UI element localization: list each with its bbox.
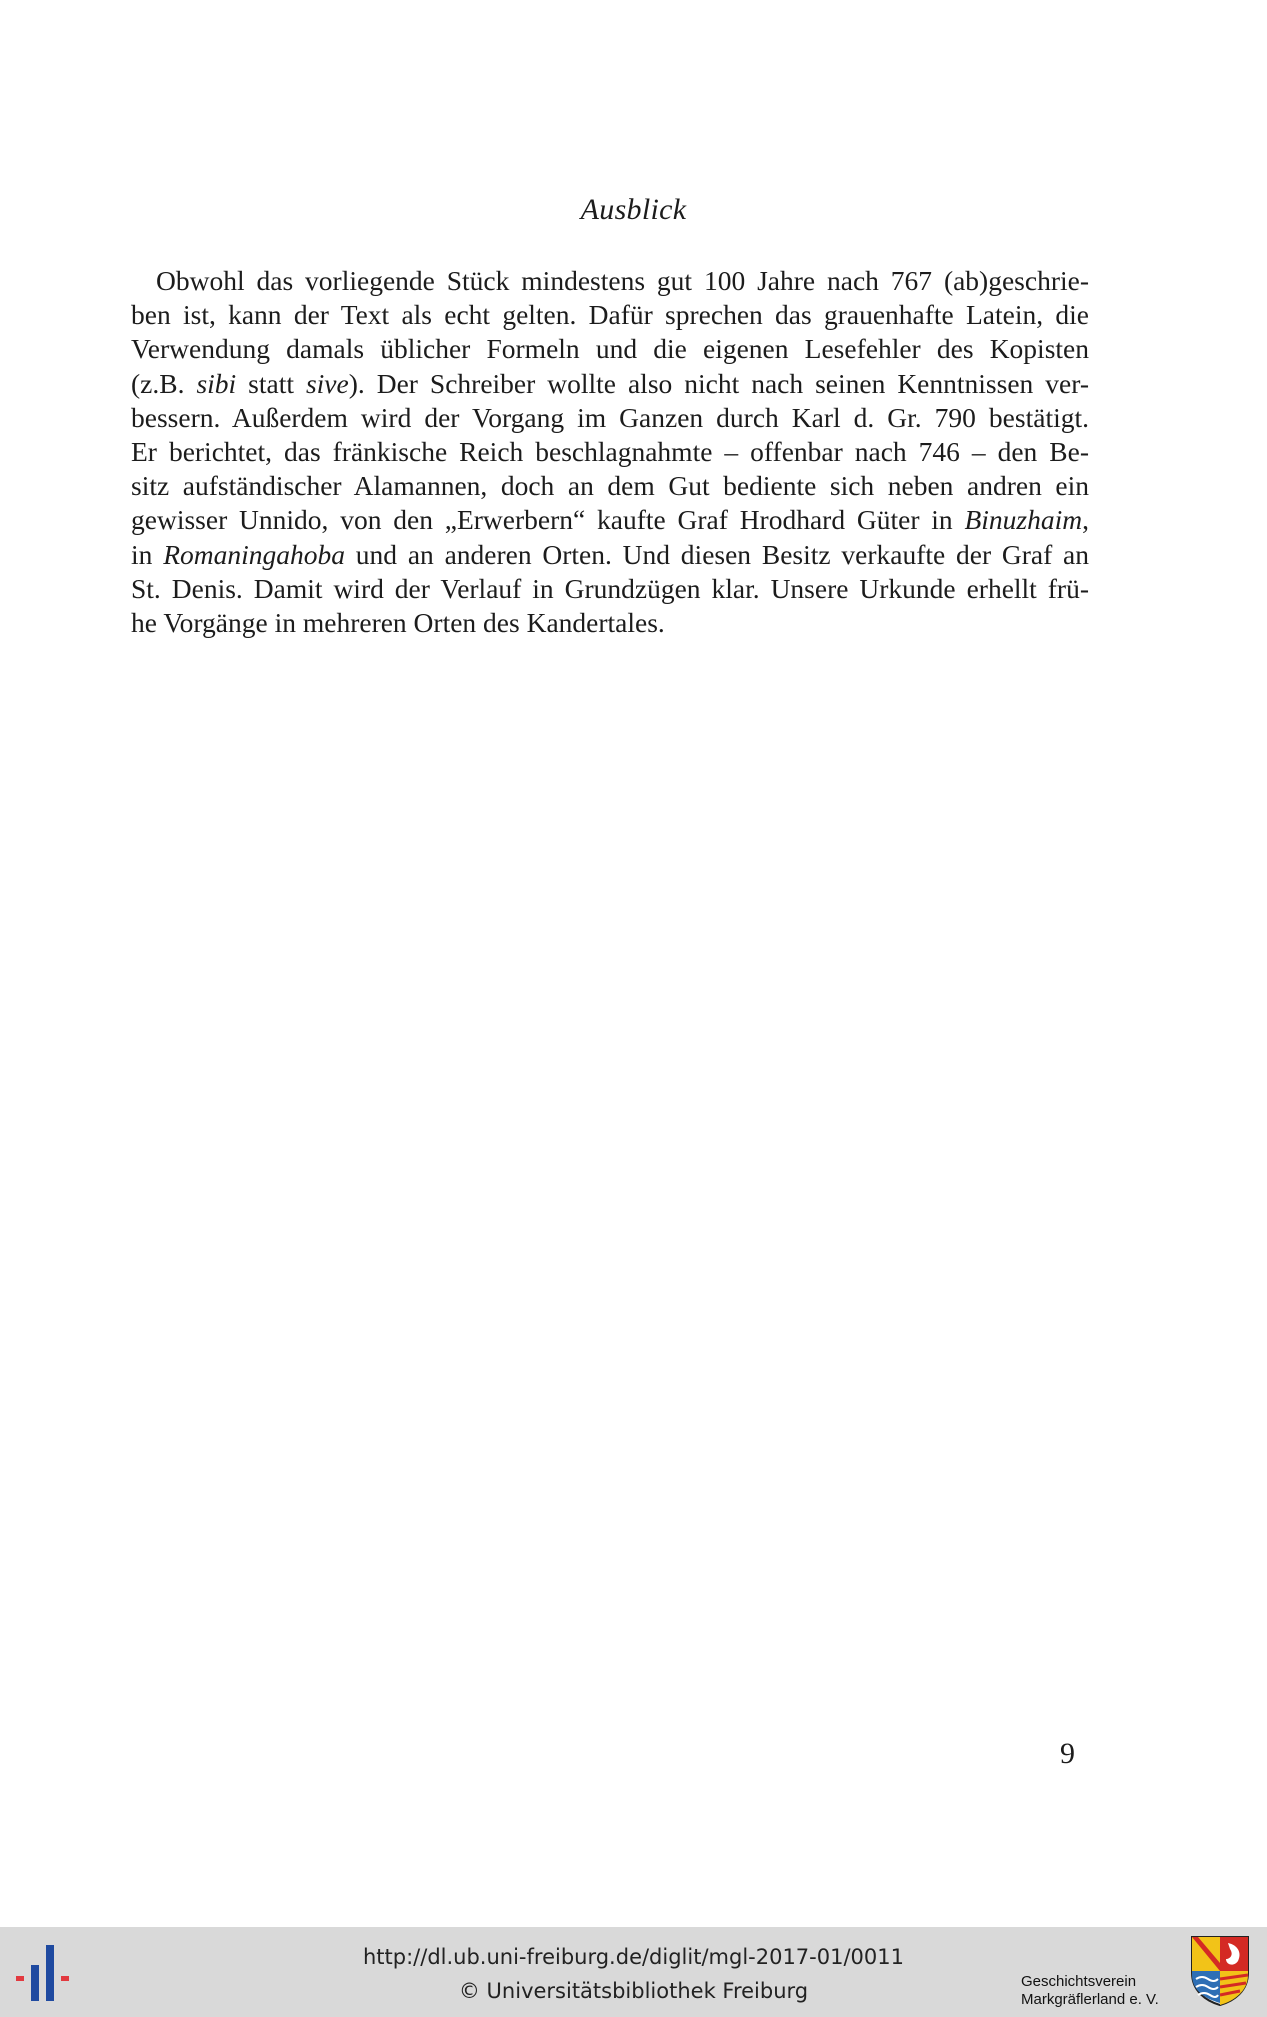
page-heading: Ausblick xyxy=(580,193,687,226)
italic-term: Romaningahoba xyxy=(163,538,345,570)
text-run: ben ist, kann der Text als echt gelten. Dafür sprechen das grauenhafte Latein, die xyxy=(131,299,1089,331)
paragraph-line xyxy=(131,367,1089,401)
paragraph-line xyxy=(131,469,1089,503)
footer-url-link[interactable]: http://dl.ub.uni-freiburg.de/diglit/mgl-2017-01/0011 xyxy=(362,1945,904,1969)
page-number: 9 xyxy=(1060,1737,1075,1770)
italic-term: sibi xyxy=(196,367,237,399)
paragraph-line xyxy=(131,538,1089,572)
text-run: ). Der Schreiber wollte also nicht nach seinen Kenntnissen ver- xyxy=(348,367,1089,399)
italic-term: sive xyxy=(305,367,349,399)
society-name-line1: Geschichtsverein xyxy=(1021,1973,1137,1990)
text-run: und an anderen Orten. Und diesen Besitz verkaufte der Graf an xyxy=(345,538,1090,570)
coat-of-arms-icon xyxy=(1190,1935,1250,2007)
text-run: gewisser Unnido, von den „Erwerbern“ kaufte Graf Hrodhard Güter in xyxy=(131,504,965,536)
text-run: sitz aufständischer Alamannen, doch an dem Gut bediente sich neben andren ein xyxy=(131,470,1089,502)
text-run: Er berichtet, das fränkische Reich beschlagnahmte – offenbar nach 746 – den Be- xyxy=(131,436,1089,468)
text-run: St. Denis. Damit wird der Verlauf in Grundzügen klar. Unsere Urkunde erhellt frü- xyxy=(131,572,1089,604)
paragraph-line xyxy=(131,435,1089,469)
paragraph-line xyxy=(131,332,1089,366)
text-run: (z.B. xyxy=(131,367,197,399)
body-paragraph xyxy=(131,264,1089,640)
footer-copyright: © Universitätsbibliothek Freiburg xyxy=(458,1979,809,2003)
paragraph-line xyxy=(131,503,1089,537)
paragraph-line xyxy=(131,298,1089,332)
paragraph-line xyxy=(131,606,1089,640)
society-name xyxy=(1021,1973,1159,2009)
society-name-line2: Markgräflerland e. V. xyxy=(1021,1991,1159,2008)
text-run: Verwendung damals üblicher Formeln und die eigenen Lesefehler des Kopisten xyxy=(131,333,1089,365)
footer-bar xyxy=(0,1927,1267,2017)
text-run: statt xyxy=(236,367,306,399)
italic-term: Binuzhaim xyxy=(964,504,1083,536)
paragraph-line xyxy=(131,572,1089,606)
text-run: bessern. Außerdem wird der Vorgang im Ganzen durch Karl d. Gr. 790 bestätigt. xyxy=(131,401,1089,433)
text-run: in xyxy=(131,538,164,570)
paragraph-line xyxy=(131,264,1089,298)
text-run: he Vorgänge in mehreren Orten des Kandertales. xyxy=(131,607,665,639)
paragraph-line xyxy=(131,401,1089,435)
text-run: Obwohl das vorliegende Stück mindestens gut 100 Jahre nach 767 (ab)geschrie- xyxy=(156,265,1089,296)
text-run: , xyxy=(1082,504,1089,536)
